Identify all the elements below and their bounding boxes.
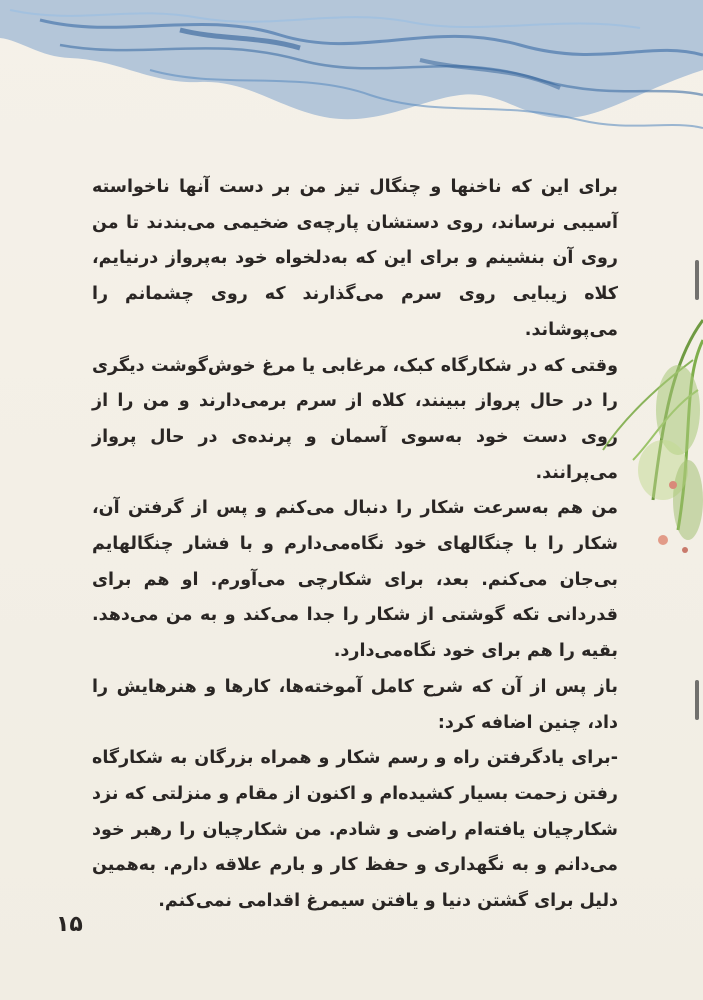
paragraph: من هم به‌سرعت شکار را دنبال می‌کنم و پس از گرفتن آن، شکار را با چنگالهای خود نگاه‌می‌دارم و با فشار چنگالهایم بی‌جان می‌کنم. بعد، برای شکارچی می‌آورم. او هم برای قدردانی تکه گوشتی از شکار را جدا می‌کند و به من می‌دهد. بقیه را هم برای خود نگاه‌می‌دارد. (92, 498, 618, 662)
paragraph: باز پس از آن که شرح کامل آموخته‌ها، کارها و هنرهایش را داد، چنین اضافه کرد: (92, 676, 618, 733)
page-number: ۱۵ (56, 912, 83, 937)
paragraph: برای این که ناخنها و چنگال تیز من بر دست آنها ناخواسته آسیبی نرساند، روی دستشان پارچه‌ی ضخیمی می‌بندند تا من روی آن بنشینم و برای این که به‌دلخواه خود به‌پرواز درنیایم، کلاه زیبایی روی سرم می‌گذارند که روی چشمانم را می‌پوشاند. (92, 177, 618, 340)
binding-holes (689, 250, 703, 750)
paragraph: -برای یادگرفتن راه و رسم شکار و همراه بزرگان به شکارگاه رفتن زحمت بسیار کشیده‌ام و اکنون از مقام و منزلتی که نزد شکارچیان یافته‌ام راضی و شادم. من شکارچیان را رهبر خود می‌دانم و به نگهداری و حفظ کار و بارم علاقه دارم. به‌همین دلیل برای گشتن دنیا و یافتن سیمرغ اقدامی نمی‌کنم. (92, 748, 618, 912)
water-illustration (0, 0, 703, 160)
paragraph: وقتی که در شکارگاه کبک، مرغابی یا مرغ خوش‌گوشت دیگری را در حال پرواز ببینند، کلاه از سرم برمی‌دارند و من را از روی دست خود به‌سوی آسمان و پرنده‌ی در حال پرواز می‌پرانند. (92, 355, 618, 483)
story-text (92, 170, 618, 920)
